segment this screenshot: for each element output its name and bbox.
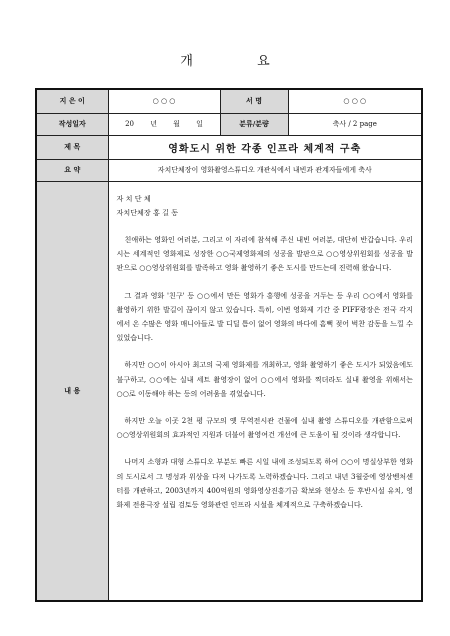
paragraph: 하지만 오늘 이곳 2천 평 규모의 옛 무역전시관 건물에 실내 촬영 스튜디오를 개관함으로써 ○○영상위원회의 효과적인 지원과 더불어 촬영여건 개선에 큰 도움이 될 것이라 생각합니다.	[116, 415, 413, 440]
author-label: 지 은 이	[36, 89, 108, 113]
date-label: 작성일자	[36, 113, 108, 135]
summary-label: 요 약	[36, 159, 108, 181]
author-value: ○ ○ ○	[108, 89, 220, 113]
page-title: 개 요	[180, 54, 300, 69]
content-body	[108, 181, 422, 601]
summary-table	[35, 88, 423, 602]
book-name-value: ○ ○ ○	[288, 89, 422, 113]
paragraph: 나머지 소형과 대형 스튜디오 부분도 빠른 시일 내에 조성되도록 하여 ○○이 명실상부한 영화의 도시로서 그 명성과 위상을 다져 나가도록 노력하겠습니다. 그리고 내년 3월중에 영상벤처센터를 개관하고, 2003년까지 400억원의 영화영상진흥기금 확보와 현상소 등 후반시설 유치, 영화제 전용극장 설립 검토등 영화관련 인프라 시설을 체계적으로 구축하겠습니다.	[116, 457, 413, 509]
category-value: 축사 / 2 page	[288, 113, 422, 135]
book-name-label: 서 명	[220, 89, 288, 113]
content-org: 자 치 단 체	[116, 193, 151, 203]
paragraph: 친애하는 영화인 여러분, 그리고 이 자리에 참석해 주신 내빈 여러분, 대단히 반갑습니다. 우리시는 세계적인 영화제로 성장한 ○○국제영화제의 성공을 발판으로 ○○영상위원회를 성공을 발판으로 ○○영상위원회를 발족하고 영화 촬영하기 좋은 도시를 만드는데 진력해 왔습니다.	[116, 234, 413, 273]
date-value: 20 년 월 일	[108, 113, 220, 135]
content-label: 내 용	[36, 181, 108, 601]
summary-value: 자치단체장이 영화촬영스튜디오 개관식에서 내빈과 관계자들에게 축사	[108, 159, 422, 181]
paragraph: 그 결과 영화 '친구' 등 ○○에서 만든 영화가 흥행에 성공을 거두는 등 우리 ○○에서 영화를 촬영하기 위한 발길이 끊이지 않고 있습니다. 특히, 이번 영화제 기간 중 PIFF광장은 전국 각지에서 온 수많은 영화 매니아들로 발 디딜 틈이 없어 영화의 바다에 흠뻑 젖어 벅찬 감동을 느낄 수 있었습니다.	[116, 290, 413, 343]
subject-label: 제 목	[36, 135, 108, 159]
category-label: 분류/분량	[220, 113, 288, 135]
paragraph: 하지만 ○○이 아시아 최고의 국제 영화제를 개최하고, 영화 촬영하기 좋은 도시가 되었음에도 불구하고, ○○에는 실내 세트 촬영장이 없어 ○○에서 영화를 찍더라도 실내 촬영을 위해서는 ○○로 이동해야 하는 등의 어려움을 겪었습니다.	[116, 360, 413, 398]
content-speaker: 자치단체장 홍 길 동	[116, 207, 179, 217]
subject-value: 영화도시 위한 각종 인프라 체계적 구축	[108, 135, 422, 159]
